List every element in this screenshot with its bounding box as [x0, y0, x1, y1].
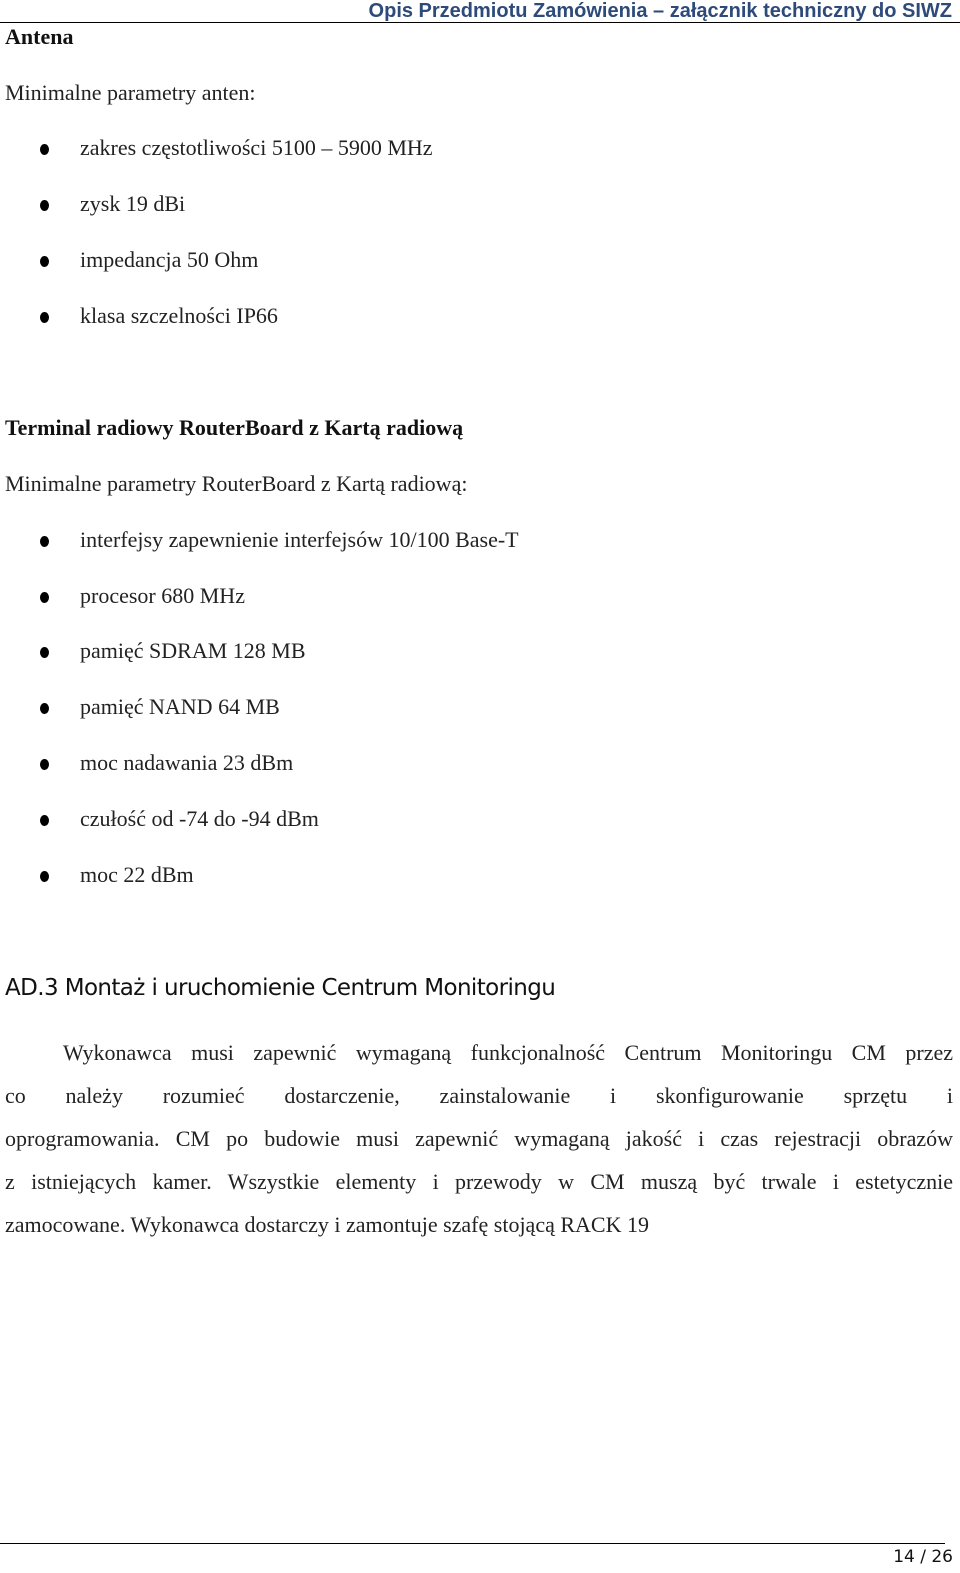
- bullet-icon: [40, 256, 49, 267]
- antenna-intro: Minimalne parametry anten:: [5, 80, 256, 105]
- page-number: 14 / 26: [893, 1547, 953, 1567]
- list-item-text: klasa szczelności IP66: [80, 303, 278, 328]
- list-item-text: zakres częstotliwości 5100 – 5900 MHz: [80, 135, 433, 160]
- section-title: AD.3 Montaż i uruchomienie Centrum Monitoringu: [5, 975, 556, 1001]
- footer-divider: [0, 1543, 945, 1544]
- bullet-icon: [40, 703, 49, 714]
- paragraph-line: oprogramowania. CM po budowie musi zapewnić wymaganą jakość i czas rejestracji obrazów: [5, 1126, 953, 1151]
- paragraph-line: z istniejących kamer. Wszystkie elementy i przewody w CM muszą być trwale i estetycznie: [5, 1169, 953, 1194]
- bullet-icon: [40, 536, 49, 547]
- header-divider: [0, 22, 960, 23]
- terminal-heading: Terminal radiowy RouterBoard z Kartą radiową: [5, 415, 464, 440]
- paragraph-line: zamocowane. Wykonawca dostarczy i zamontuje szafę stojącą RACK 19: [5, 1212, 649, 1237]
- list-item-text: pamięć NAND 64 MB: [80, 694, 280, 719]
- list-item-text: moc 22 dBm: [80, 862, 194, 887]
- document-header: Opis Przedmiotu Zamówienia – załącznik techniczny do SIWZ: [368, 0, 952, 22]
- list-item-text: impedancja 50 Ohm: [80, 247, 259, 272]
- paragraph-line: Wykonawca musi zapewnić wymaganą funkcjonalność Centrum Monitoringu CM przez: [63, 1040, 953, 1065]
- bullet-icon: [40, 144, 49, 155]
- list-item-text: moc nadawania 23 dBm: [80, 750, 294, 775]
- bullet-icon: [40, 312, 49, 323]
- list-item-text: interfejsy zapewnienie interfejsów 10/100 Base-T: [80, 527, 519, 552]
- list-item-text: pamięć SDRAM 128 MB: [80, 638, 306, 663]
- bullet-icon: [40, 759, 49, 770]
- section-paragraph: [5, 1039, 953, 1239]
- bullet-icon: [40, 200, 49, 211]
- terminal-intro: Minimalne parametry RouterBoard z Kartą radiową:: [5, 471, 468, 496]
- bullet-icon: [40, 815, 49, 826]
- bullet-icon: [40, 592, 49, 603]
- bullet-icon: [40, 871, 49, 882]
- paragraph-line: co należy rozumieć dostarczenie, zainstalowanie i skonfigurowanie sprzętu i: [5, 1083, 953, 1108]
- list-item-text: czułość od -74 do -94 dBm: [80, 806, 319, 831]
- bullet-icon: [40, 647, 49, 658]
- list-item-text: procesor 680 MHz: [80, 583, 245, 608]
- list-item-text: zysk 19 dBi: [80, 191, 186, 216]
- antenna-heading: Antena: [5, 24, 74, 49]
